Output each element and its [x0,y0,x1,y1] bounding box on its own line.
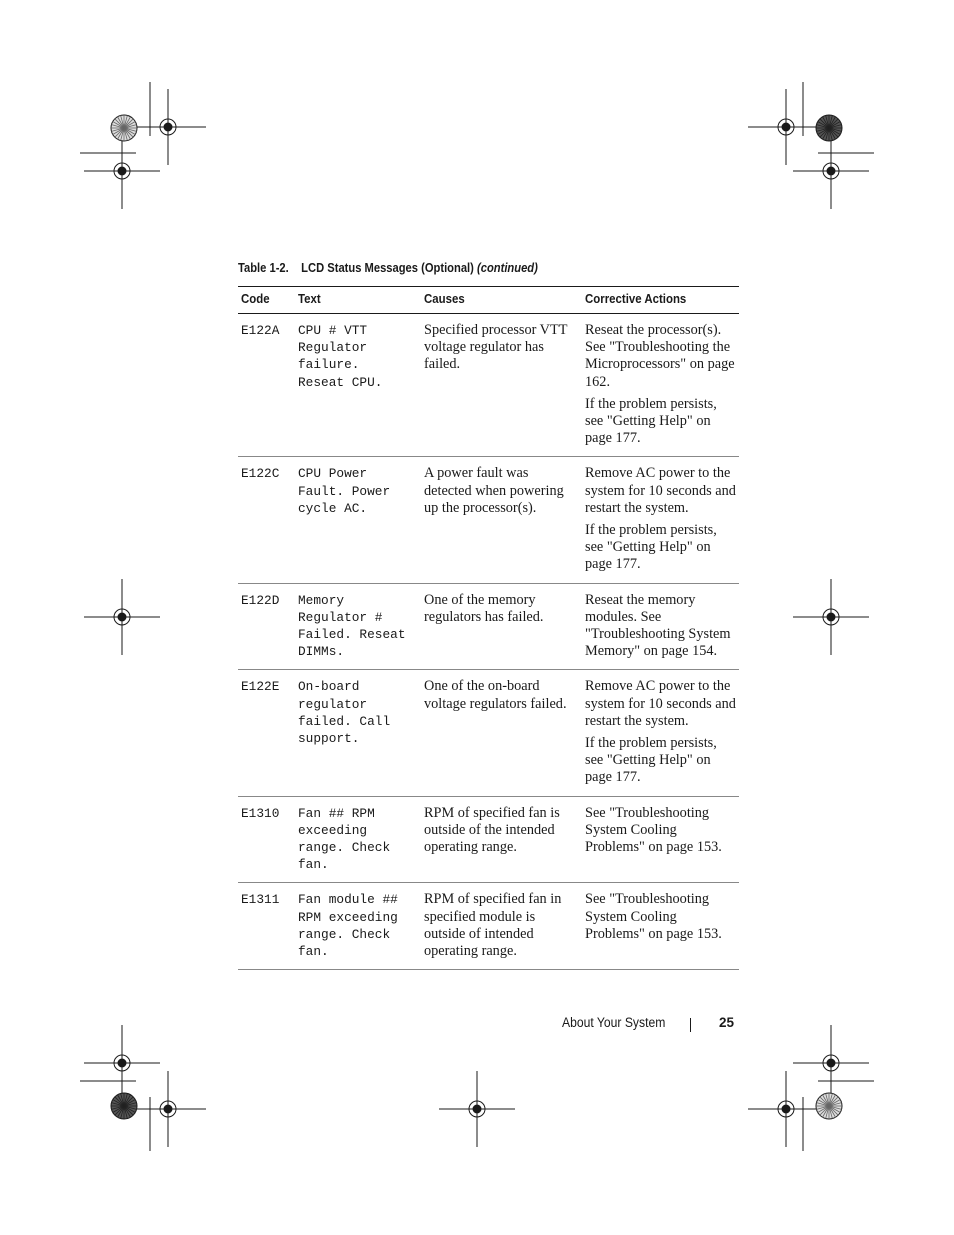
cell-cause: Specified processor VTT voltage regulator has failed. [421,314,582,457]
action-paragraph: Remove AC power to the system for 10 seconds and restart the system. [585,678,736,729]
cell-code: E122C [238,457,295,583]
table-row [238,314,739,457]
registration-mark-icon [748,1071,824,1147]
footer-section-title: About Your System [562,1015,666,1030]
action-paragraph: If the problem persists, see "Getting Help" on page 177. [585,735,717,786]
cell-cause: A power fault was detected when powering up the processor(s). [421,457,582,583]
registration-mark-icon [84,133,160,209]
header-code: Code [238,287,295,314]
cell-corrective-actions [582,457,739,583]
cell-corrective-actions [582,314,739,457]
cell-cause: RPM of specified fan is outside of the intended operating range. [421,796,582,883]
table-caption-title: LCD Status Messages (Optional) [301,260,474,275]
cell-code: E122E [238,670,295,796]
header-corrective-actions: Corrective Actions [582,287,739,314]
lcd-status-table [238,286,739,970]
cell-code: E122D [238,583,295,670]
color-target-icon [816,1093,842,1119]
cell-lcd-text: CPU Power Fault. Power cycle AC. [295,457,421,583]
cell-lcd-text: Fan ## RPM exceeding range. Check fan. [295,796,421,883]
cell-lcd-text: On-board regulator failed. Call support. [295,670,421,796]
cell-corrective-actions [582,583,739,670]
table-caption-label: Table 1-2. [238,260,289,275]
action-paragraph: If the problem persists, see "Getting Help" on page 177. [585,522,717,573]
cell-cause: One of the memory regulators has failed. [421,583,582,670]
cell-code: E122A [238,314,295,457]
action-paragraph: Reseat the processor(s). See "Troubleshooting the Microprocessors" on page 162. [585,322,735,390]
color-target-icon [111,1093,137,1119]
registration-mark-icon [130,1071,206,1147]
cell-cause: One of the on-board voltage regulators failed. [421,670,582,796]
table-row [238,796,739,883]
header-text: Text [295,287,421,314]
registration-mark-icon [439,1071,515,1147]
table-row [238,457,739,583]
action-paragraph: See "Troubleshooting System Cooling Problems" on page 153. [585,804,722,856]
action-paragraph: Reseat the memory modules. See "Troubleshooting System Memory" on page 154. [585,591,731,660]
registration-mark-icon [748,89,824,165]
cell-corrective-actions [582,796,739,883]
cell-lcd-text: Fan module ## RPM exceeding range. Check fan. [295,883,421,970]
footer-divider [690,1018,691,1032]
color-target-icon [816,115,842,141]
cell-code: E1310 [238,796,295,883]
cell-corrective-actions [582,883,739,970]
registration-mark-icon [130,89,206,165]
registration-mark-icon [84,579,160,655]
table-row [238,670,739,796]
page-number: 25 [718,1015,734,1030]
cell-lcd-text: CPU # VTT Regulator failure. Reseat CPU. [295,314,421,457]
registration-mark-icon [84,1025,160,1101]
table-caption-continued: (continued) [476,260,538,275]
action-paragraph: Remove AC power to the system for 10 seconds and restart the system. [585,465,736,516]
cell-code: E1311 [238,883,295,970]
registration-mark-icon [793,579,869,655]
table-row [238,883,739,970]
color-target-icon [111,115,137,141]
table-caption [238,260,538,275]
header-causes: Causes [421,287,582,314]
cell-cause: RPM of specified fan in specified module is outside of intended operating range. [421,883,582,970]
cell-lcd-text: Memory Regulator # Failed. Reseat DIMMs. [295,583,421,670]
registration-mark-icon [793,133,869,209]
table-row [238,583,739,670]
registration-mark-icon [793,1025,869,1101]
cell-corrective-actions [582,670,739,796]
action-paragraph: If the problem persists, see "Getting Help" on page 177. [585,395,717,447]
table-header-row [238,287,739,314]
action-paragraph: See "Troubleshooting System Cooling Problems" on page 153. [585,891,722,942]
